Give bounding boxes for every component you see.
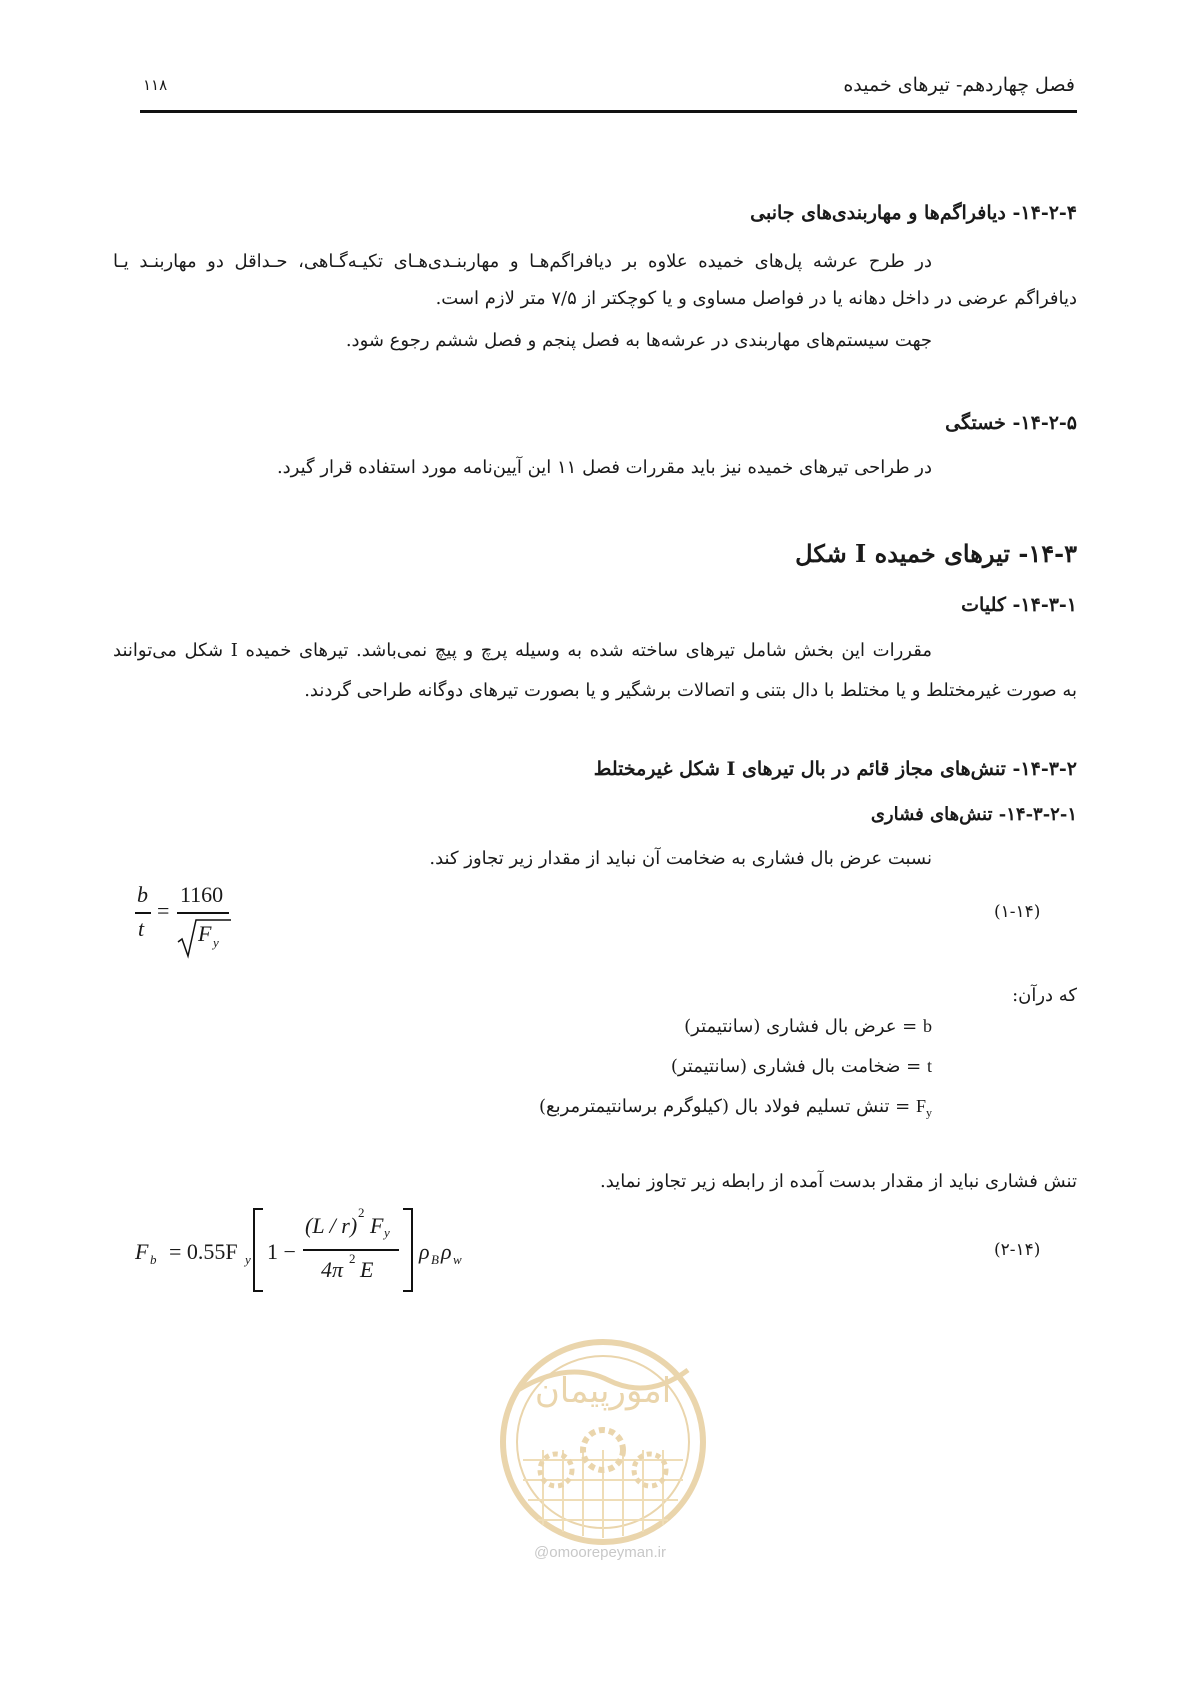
definition-b-symbol: b bbox=[923, 1016, 932, 1036]
watermark-text: امورپیمان bbox=[534, 1371, 672, 1411]
para-14-2-4-line1-full bbox=[113, 249, 1077, 275]
header-rule bbox=[140, 110, 1077, 113]
definition-fy bbox=[372, 1086, 932, 1126]
heading-14-3-2: ۱۴-۳-۲- تنش‌های مجاز قائم در بال تیرهای I شکل غیرمختلط bbox=[593, 758, 1077, 780]
eq2-lhs: F bbox=[135, 1239, 149, 1264]
definition-t-text: = ضخامت بال فشاری (سانتیمتر) bbox=[670, 1056, 927, 1077]
left-bracket-icon bbox=[251, 1207, 265, 1293]
eq2-rho-b-sub: B bbox=[431, 1252, 439, 1267]
eq2-number: (۲-۱۴) bbox=[994, 1240, 1041, 1260]
para-14-3-1-line1-text: مقررات این بخش شامل تیرهای ساخته شده به وسیله پرچ و پیچ نمی‌باشد. تیرهای خمیده I شکل می‌توانند bbox=[113, 640, 932, 661]
eq2-numerator: (L / r) bbox=[305, 1213, 358, 1238]
definition-t bbox=[372, 1046, 932, 1086]
eq2-denominator: 4π bbox=[321, 1257, 344, 1282]
eq2-one-minus: 1 − bbox=[267, 1239, 296, 1264]
para-eq2-intro: تنش فشاری نباید از مقدار بدست آمده از رابطه زیر تجاوز نماید. bbox=[600, 1171, 1077, 1192]
page-number: ۱۱۸ bbox=[143, 76, 168, 94]
heading-14-3-2-1: ۱۴-۳-۲-۱- تنش‌های فشاری bbox=[870, 804, 1077, 825]
definitions-list bbox=[372, 1006, 932, 1126]
definition-b-text: = عرض بال فشاری (سانتیمتر) bbox=[684, 1016, 923, 1037]
para-14-2-4-line3: جهت سیستم‌های مهاربندی در عرشه‌ها به فصل پنجم و فصل ششم رجوع شود. bbox=[345, 330, 932, 351]
eq1-rhs-numerator: 1160 bbox=[180, 882, 224, 907]
where-label: که درآن: bbox=[1012, 985, 1077, 1006]
eq2-rho-w-sub: w bbox=[453, 1252, 462, 1267]
eq1-rhs-den-var: F bbox=[198, 921, 212, 946]
definition-b bbox=[372, 1006, 932, 1046]
running-header-title: فصل چهاردهم- تیرهای خمیده bbox=[843, 74, 1075, 96]
eq2-rho-w: ρ bbox=[441, 1239, 452, 1264]
eq2-coefficient: = 0.55F bbox=[169, 1239, 238, 1264]
eq1-lhs-numerator: b bbox=[137, 882, 148, 907]
definition-t-symbol: t bbox=[926, 1056, 932, 1076]
definition-fy-symbol: F bbox=[915, 1096, 926, 1116]
eq1-lhs-fraction-bar bbox=[135, 912, 151, 914]
eq2-numerator-exponent: 2 bbox=[358, 1205, 365, 1220]
eq2-denominator-exponent: 2 bbox=[349, 1251, 356, 1266]
eq1-lhs-denominator: t bbox=[138, 916, 145, 941]
heading-14-3: ۱۴-۳- تیرهای خمیده I شکل bbox=[795, 539, 1077, 568]
right-bracket-icon bbox=[401, 1207, 415, 1293]
heading-14-2-4: ۱۴-۲-۴- دیافراگم‌ها و مهاربندی‌های جانبی bbox=[750, 202, 1077, 224]
para-14-2-4-line2: دیافراگم عرضی در داخل دهانه یا در فواصل مساوی و یا کوچکتر از ۷/۵ متر لازم است. bbox=[435, 288, 1077, 309]
eq1-equals: = bbox=[157, 898, 170, 923]
para-14-2-4-line1-justified: در طرح عرشه پل‌های خمیده علاوه بر دیافراگم‌هـا و مهاربنـدی‌هـای تکیـه‌گـاهی، حـداقل دو مهاربنـد یـا bbox=[113, 251, 932, 272]
para-14-3-1-line1 bbox=[113, 640, 1077, 661]
eq2-rho-b: ρ bbox=[419, 1239, 430, 1264]
para-14-3-1-line2: به صورت غیرمختلط و یا مختلط با دال بتنی و اتصالات برشگیر و یا بصورت تیرهای دوگانه طراحی گردند. bbox=[304, 680, 1077, 701]
watermark-url: @omoorepeyman.ir bbox=[534, 1544, 666, 1561]
heading-14-3-1: ۱۴-۳-۱- کلیات bbox=[961, 594, 1077, 616]
equation-2 bbox=[133, 1205, 493, 1297]
definition-fy-subscript: y bbox=[926, 1105, 932, 1120]
eq1-rhs-den-sub: y bbox=[213, 935, 219, 950]
definition-fy-text: = تنش تسلیم فولاد بال (کیلوگرم برسانتیمترمربع) bbox=[539, 1096, 916, 1117]
eq2-lhs-sub: b bbox=[150, 1252, 157, 1267]
para-14-2-5: در طراحی تیرهای خمیده نیز باید مقررات فصل ۱۱ این آیین‌نامه مورد استفاده قرار گیرد. bbox=[276, 457, 932, 478]
watermark-logo bbox=[478, 1320, 728, 1580]
eq1-number: (۱-۱۴) bbox=[994, 902, 1041, 922]
eq2-numerator-tail: F bbox=[370, 1213, 384, 1238]
equation-1 bbox=[133, 880, 243, 962]
para-eq1-intro: نسبت عرض بال فشاری به ضخامت آن نباید از مقدار زیر تجاوز کند. bbox=[429, 848, 932, 869]
heading-14-2-5: ۱۴-۲-۵- خستگی bbox=[945, 412, 1077, 434]
eq2-coef-sub: y bbox=[245, 1252, 251, 1267]
eq2-denominator-tail: E bbox=[360, 1257, 374, 1282]
eq2-numerator-tail-sub: y bbox=[384, 1225, 390, 1240]
